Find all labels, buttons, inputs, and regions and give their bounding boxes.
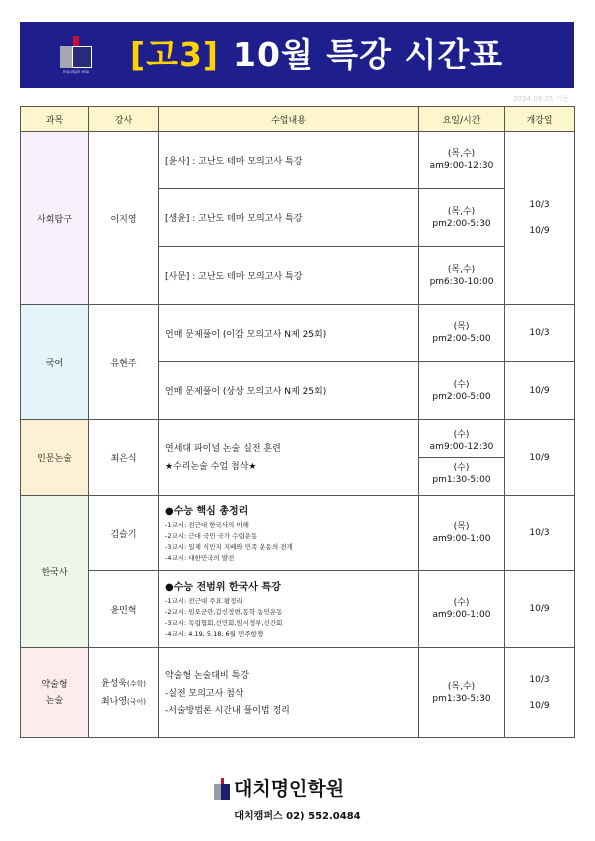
teacher-essay: 최은식 bbox=[89, 420, 159, 496]
time-cell: (목,수) pm6:30-10:00 bbox=[419, 247, 505, 305]
logo-text: myungin edu bbox=[62, 69, 90, 74]
time-cell: (수) am9:00-12:30 (수) pm1:30-5:00 bbox=[419, 420, 505, 496]
academy-logo bbox=[58, 36, 94, 74]
open-date-cell: 10/3 bbox=[505, 305, 575, 362]
teacher-history-1: 김슬기 bbox=[89, 496, 159, 571]
col-content: 수업내용 bbox=[159, 107, 419, 132]
time-cell: (수) am9:00-1:00 bbox=[419, 571, 505, 648]
content-cell: ●수능 핵심 총정리 -1교시: 전근대 한국사의 이해 -2교시: 근대 국민 국가 수립운동 -3교시: 일제 식민지 지배와 민족 운동의 전개 -4교시: 대한민국의 발전 bbox=[159, 496, 419, 571]
col-teacher: 강사 bbox=[89, 107, 159, 132]
subject-korean: 국어 bbox=[21, 305, 89, 420]
campus-contact: 대치캠퍼스 02) 552.0484 bbox=[234, 811, 361, 822]
content-cell: 약술형 논술대비 특강 -실전 모의고사 첨삭 -서술방법론 시간내 풀이법 정리 bbox=[159, 648, 419, 738]
footer-logo bbox=[214, 776, 384, 802]
title-main: 10월 특강 시간표 bbox=[233, 35, 504, 74]
schedule-table bbox=[20, 106, 575, 738]
academy-name: 대치명인학원 bbox=[234, 778, 345, 800]
time-cell: (목) am9:00-1:00 bbox=[419, 496, 505, 571]
table-row bbox=[21, 496, 575, 571]
content-cell: ●수능 전범위 한국사 특강 -1교시: 전근대 주요 왕정리 -2교시: 임오군란,갑신정변,동학 농민운동 -3교시: 독립협회,신민회,임시정부,신간회 -4교시: 4.19, 5.18, 6월 민주항쟁 bbox=[159, 571, 419, 648]
time-cell: (수) pm2:00-5:00 bbox=[419, 362, 505, 420]
grade-tag: [고3] bbox=[130, 35, 220, 74]
teacher-korean: 유현주 bbox=[89, 305, 159, 420]
table-row bbox=[21, 305, 575, 362]
time-cell: (목) pm2:00-5:00 bbox=[419, 305, 505, 362]
academy-mark-icon bbox=[214, 778, 230, 800]
time-cell: (목,수) am9:00-12:30 bbox=[419, 132, 505, 189]
open-date-cell: 10/9 bbox=[505, 420, 575, 496]
col-subject: 과목 bbox=[21, 107, 89, 132]
content-cell bbox=[159, 420, 419, 496]
open-date-cell: 10/3 10/9 bbox=[505, 132, 575, 305]
open-date-cell: 10/3 bbox=[505, 496, 575, 571]
subject-history: 한국사 bbox=[21, 496, 89, 648]
table-header-row bbox=[21, 107, 575, 132]
title-banner bbox=[20, 22, 574, 88]
table-row bbox=[21, 648, 575, 738]
table-row bbox=[21, 132, 575, 189]
essay-content-1: 연세대 파이널 논술 실전 훈련 bbox=[165, 443, 281, 454]
teacher-history-2: 윤민혁 bbox=[89, 571, 159, 648]
essay-content-2: ★수리논술 수업 첨삭★ bbox=[165, 461, 257, 472]
subject-short-essay: 약술형 논술 bbox=[21, 648, 89, 738]
content-cell: 언매 문제풀이 (상상 모의고사 N제 25회) bbox=[159, 362, 419, 420]
open-date-cell: 10/9 bbox=[505, 571, 575, 648]
content-cell: [사문] : 고난도 테마 모의고사 특강 bbox=[159, 247, 419, 305]
content-cell: [생윤] : 고난도 테마 모의고사 특강 bbox=[159, 189, 419, 247]
col-time: 요일/시간 bbox=[419, 107, 505, 132]
col-open: 개강일 bbox=[505, 107, 575, 132]
teacher-social: 이지영 bbox=[89, 132, 159, 305]
table-row bbox=[21, 571, 575, 648]
time-cell: (목,수) pm1:30-5:30 bbox=[419, 648, 505, 738]
table-row bbox=[21, 420, 575, 496]
content-cell: 언매 문제풀이 (이감 모의고사 N제 25회) bbox=[159, 305, 419, 362]
open-date-cell: 10/9 bbox=[505, 362, 575, 420]
page-title bbox=[130, 30, 503, 80]
content-cell: [윤사] : 고난도 테마 모의고사 특강 bbox=[159, 132, 419, 189]
subject-essay: 인문논술 bbox=[21, 420, 89, 496]
time-cell: (목,수) pm2:00-5:30 bbox=[419, 189, 505, 247]
subject-social: 사회탐구 bbox=[21, 132, 89, 305]
teacher-short-essay: 윤성욱(수학) 최나영(국어) bbox=[89, 648, 159, 738]
open-date-cell: 10/3 10/9 bbox=[505, 648, 575, 738]
reference-date: 2024.09.25 기준 bbox=[513, 95, 569, 103]
